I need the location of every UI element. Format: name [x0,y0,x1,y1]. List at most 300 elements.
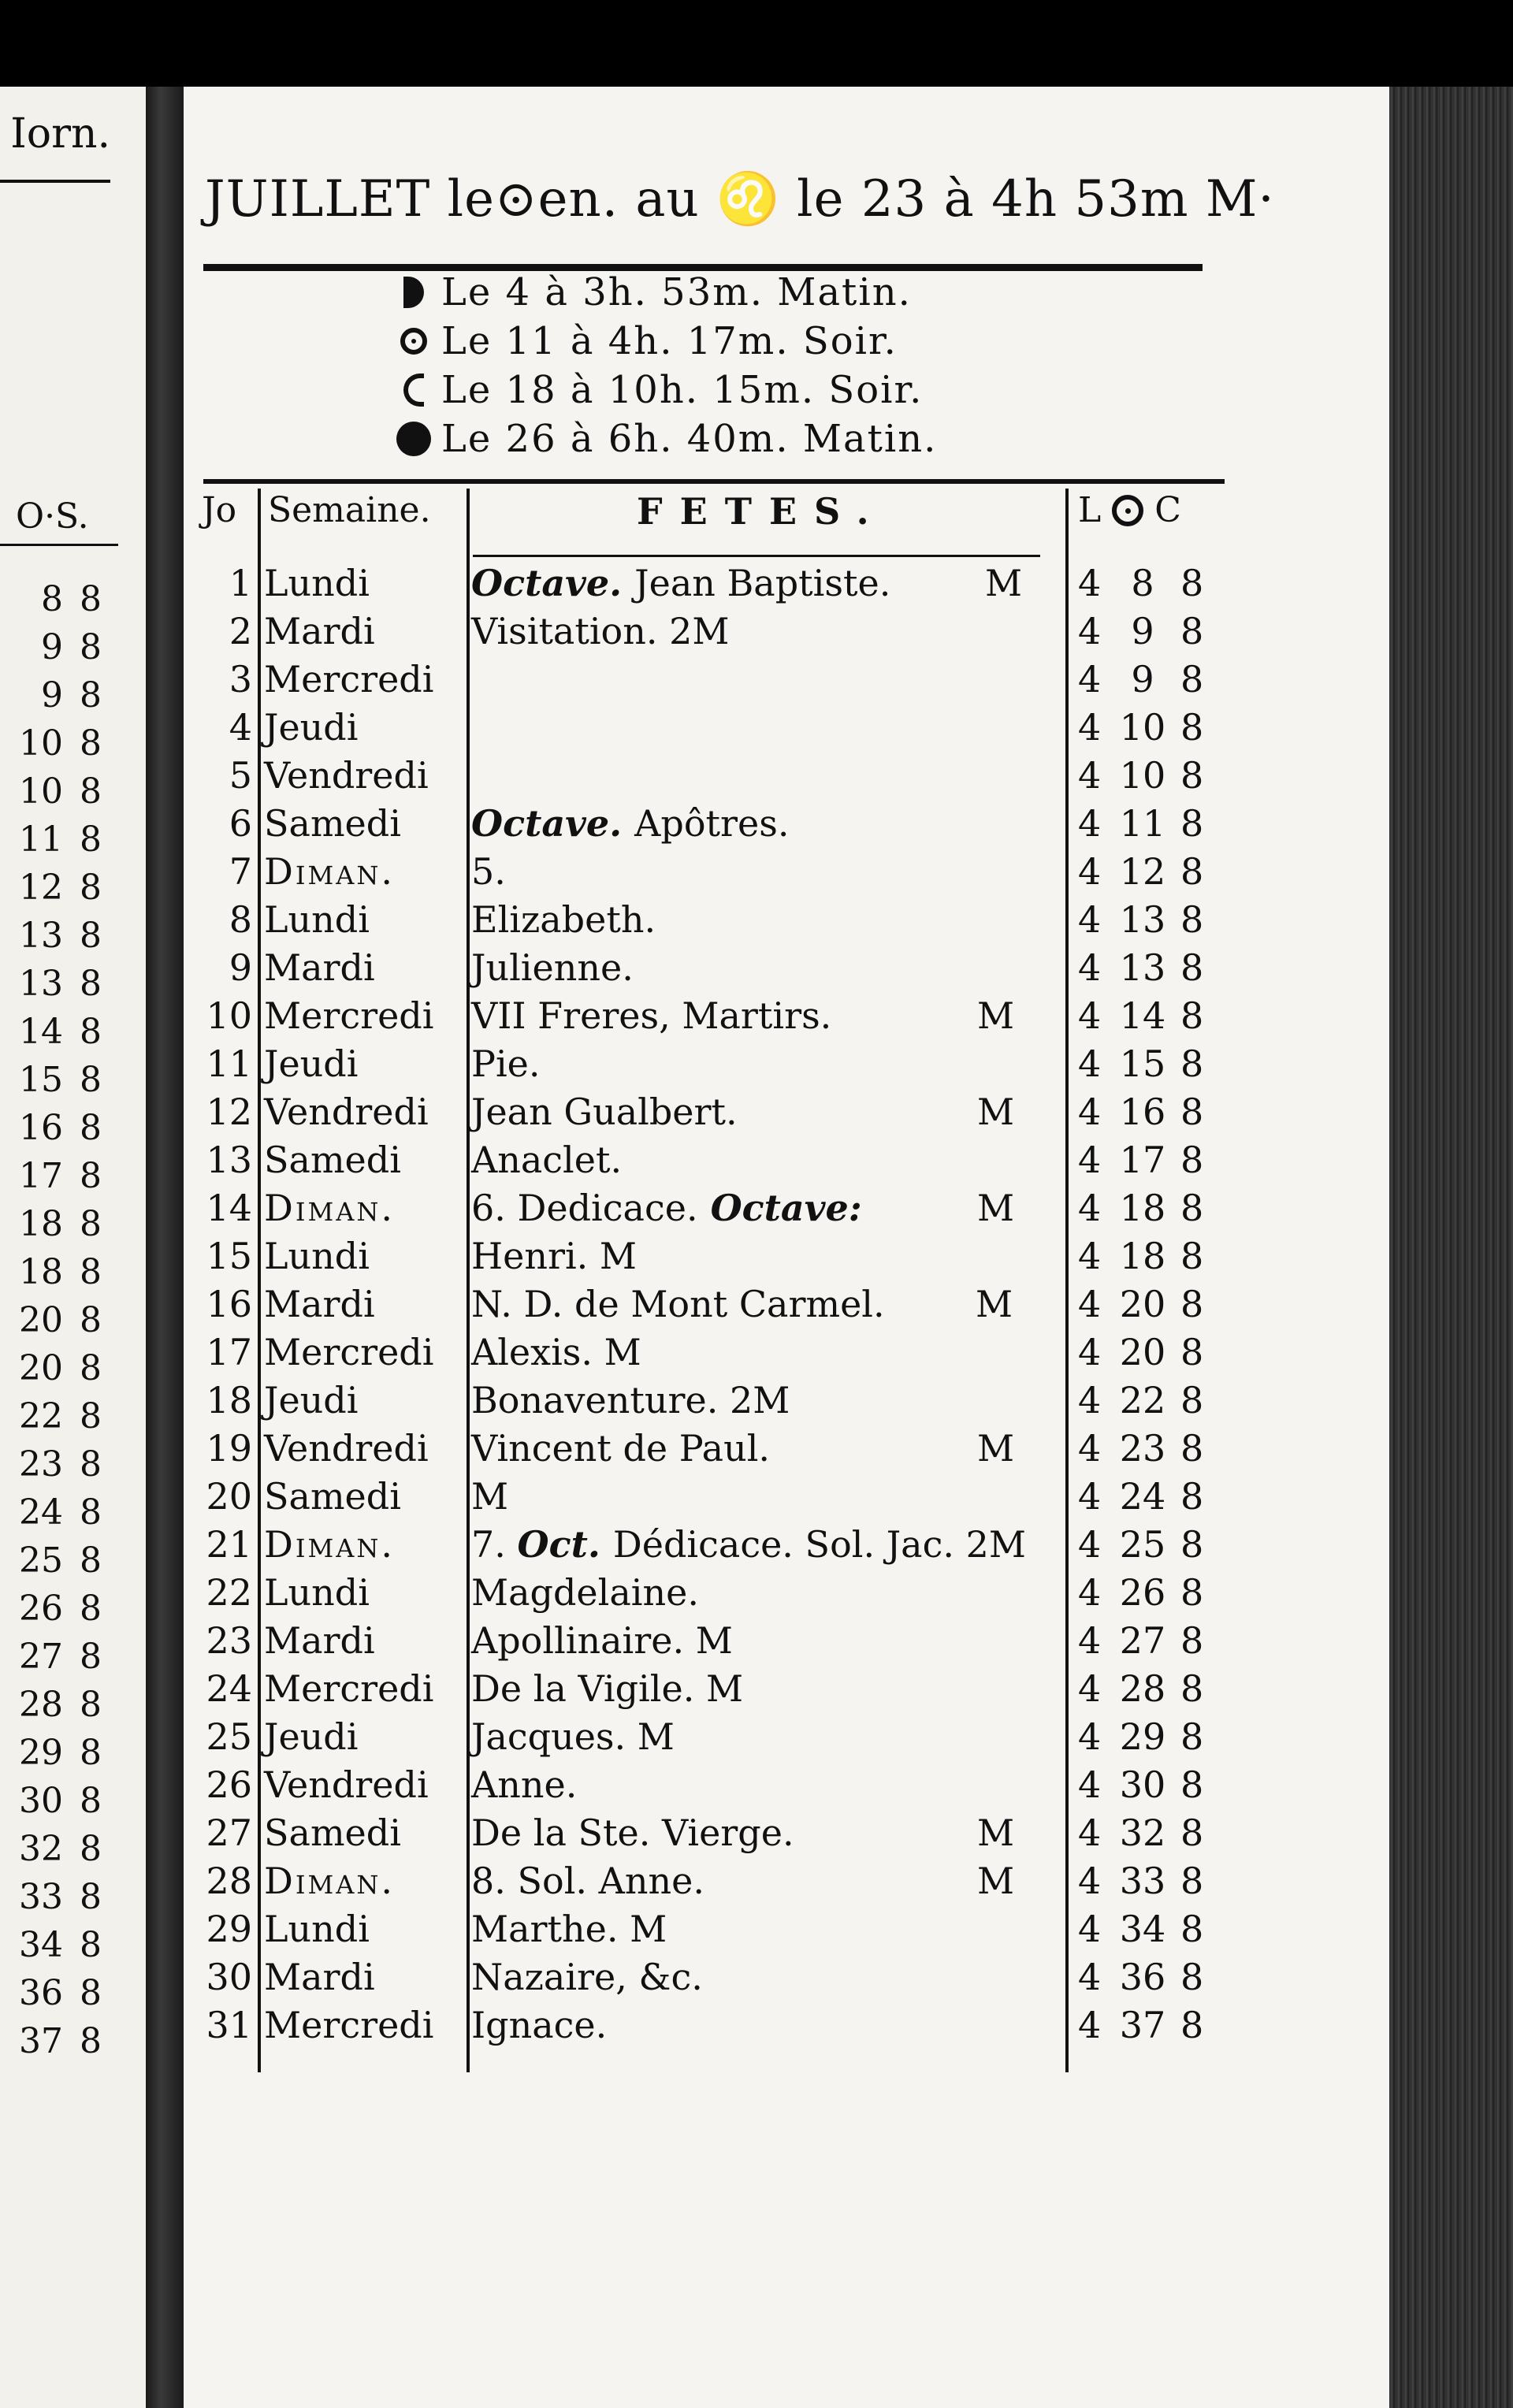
table-row [189,1088,1229,1136]
day-number: 31 [206,2004,252,2046]
previous-page-row [0,1440,126,1488]
day-number: 1 [229,562,252,604]
loc-o-value: 12 [1119,850,1166,893]
previous-page-value: 17 [19,1156,63,1196]
loc-o-value: 36 [1119,1956,1166,1998]
loc-o-value: 14 [1119,994,1166,1037]
previous-page-value: 8 [80,1156,102,1196]
mass-marker: M [977,1091,1015,1133]
moon-phases [386,268,1095,463]
table-row [189,1136,1229,1184]
loc-l-value: 4 [1078,1379,1102,1421]
first-quarter-moon-icon [403,277,424,308]
month-name: JUILLET [205,170,431,229]
mass-marker: M [977,1427,1015,1470]
feast-italic: Octave. [471,562,635,604]
loc-l-value: 4 [1078,1812,1102,1854]
previous-page-row [0,816,126,864]
loc-l-header: L [1078,490,1102,530]
previous-page-row [0,1969,126,2017]
loc-l-value: 4 [1078,1571,1102,1614]
feast-text: De la Ste. Vierge. [471,1812,794,1854]
table-row [189,1473,1229,1521]
loc-l-value: 4 [1078,1283,1102,1325]
table-row [189,608,1229,656]
loc-c-value: 8 [1180,1331,1204,1373]
loc-l-value: 4 [1078,706,1102,749]
previous-page-value: 26 [19,1589,63,1629]
weekday: Vendredi [264,1763,429,1806]
previous-page-value: 8 [80,1925,102,1965]
weekday: Mercredi [264,1667,434,1710]
previous-page-row [0,864,126,912]
feast-text: Alexis. M [471,1331,641,1373]
loc-o-value: 23 [1119,1427,1166,1470]
loc-o-value: 17 [1119,1139,1166,1181]
table-row [189,1761,1229,1809]
day-number: 18 [206,1379,252,1421]
previous-page-value: 24 [19,1492,63,1533]
table-row [189,800,1229,848]
weekday: Mardi [264,946,375,989]
previous-page-value: 27 [19,1637,63,1677]
previous-page-row [0,1056,126,1104]
loc-c-value: 8 [1180,2004,1204,2046]
previous-page-value: 13 [19,964,63,1004]
previous-page-row [0,1585,126,1633]
loc-c-value: 8 [1180,754,1204,797]
mass-marker: M [976,1283,1013,1325]
day-number: 20 [206,1475,252,1518]
previous-page-value: 28 [19,1685,63,1725]
weekday: Vendredi [264,1091,429,1133]
loc-l-value: 4 [1078,1908,1102,1950]
previous-page-value: 16 [19,1108,63,1148]
weekday: Jeudi [264,1715,359,1758]
previous-page-row [0,1488,126,1537]
previous-page-value: 8 [80,771,102,812]
feast-text: Vincent de Paul. [471,1427,771,1470]
previous-page-value: 10 [19,771,63,812]
table-top-rule [203,479,1225,484]
feast-italic: Octave. [471,802,635,845]
previous-page-value: 18 [19,1252,63,1292]
previous-page-header: Iorn. [10,110,110,158]
table-row [189,1713,1229,1761]
feast-italic: Octave: [697,1187,862,1229]
mass-marker: M [985,562,1023,604]
loc-l-value: 4 [1078,802,1102,845]
loc-l-value: 4 [1078,610,1102,652]
table-row [189,704,1229,752]
previous-page-value: 8 [41,579,63,619]
previous-page-value: 33 [19,1877,63,1917]
feast-text: Anaclet. [471,1139,623,1181]
day-number: 5 [229,754,252,797]
day-number: 13 [206,1139,252,1181]
table-row [189,559,1229,608]
loc-c-value: 8 [1180,1619,1204,1662]
previous-page-value: 13 [19,916,63,956]
book-gutter [146,87,184,2408]
table-row [189,2001,1229,2049]
previous-page-row [0,1152,126,1200]
feast-text: Ignace. [471,2004,608,2046]
sun-icon: ⊙ [494,170,538,229]
day-number: 26 [206,1763,252,1806]
loc-o-value: 28 [1119,1667,1166,1710]
loc-l-value: 4 [1078,994,1102,1037]
previous-page-row [0,671,126,719]
previous-page-row [0,719,126,767]
sun-icon [1112,495,1143,526]
loc-c-value: 8 [1180,1187,1204,1229]
loc-c-value: 8 [1180,1812,1204,1854]
table-row [189,656,1229,704]
previous-page-row [0,960,126,1008]
feast-text: Anne. [471,1763,578,1806]
previous-page-value: 23 [19,1444,63,1485]
previous-page-value: 8 [80,1012,102,1052]
weekday: Lundi [264,1571,370,1614]
previous-page-value: 8 [80,868,102,908]
weekday: Jeudi [264,1379,359,1421]
table-row [189,1232,1229,1280]
day-number: 12 [206,1091,252,1133]
weekday: Samedi [264,1812,401,1854]
day-number: 10 [206,994,252,1037]
loc-c-header: C [1154,490,1181,530]
loc-l-value: 4 [1078,1763,1102,1806]
calendar-rows [189,559,1229,2049]
loc-o-value: 16 [1119,1091,1166,1133]
previous-page-value: 8 [80,1829,102,1869]
table-row [189,992,1229,1040]
loc-l-value: 4 [1078,1860,1102,1902]
loc-o-value: 29 [1119,1715,1166,1758]
loc-l-value: 4 [1078,1475,1102,1518]
leo-sign-icon: ♌ [716,170,780,229]
loc-o-value: 11 [1119,802,1166,845]
previous-page-value: 8 [80,916,102,956]
table-row [189,1617,1229,1665]
loc-l-value: 4 [1078,1619,1102,1662]
previous-page-value: 18 [19,1204,63,1244]
previous-page-value: 8 [80,1300,102,1340]
mass-marker: M [977,994,1015,1037]
previous-page-rule [0,180,110,183]
previous-page-value: 8 [80,1492,102,1533]
previous-page-row [0,1392,126,1440]
previous-page-row [0,1921,126,1969]
previous-page-column-header: O·S. [16,496,89,537]
weekday: Mardi [264,1956,375,1998]
loc-c-value: 8 [1180,1379,1204,1421]
previous-page-value: 8 [80,964,102,1004]
weekday: Mardi [264,1619,375,1662]
previous-page-row [0,1633,126,1681]
mass-marker: M [977,1812,1015,1854]
previous-page-value: 8 [80,1108,102,1148]
day-number: 9 [229,946,252,989]
loc-l-value: 4 [1078,1187,1102,1229]
loc-o-value: 13 [1119,946,1166,989]
table-row [189,1665,1229,1713]
feast-text: 6. Dedicace. [471,1187,698,1229]
loc-c-value: 8 [1180,1667,1204,1710]
loc-o-value: 20 [1119,1283,1166,1325]
previous-page-value: 8 [80,1540,102,1581]
weekday: Samedi [264,1475,401,1518]
previous-page-value: 8 [80,2021,102,2061]
loc-o-value: 34 [1119,1908,1166,1950]
previous-page-value: 11 [19,819,63,860]
table-row [189,1569,1229,1617]
loc-c-value: 8 [1180,610,1204,652]
last-quarter-moon-icon [403,373,424,407]
fetes-column-header: FETES. [637,490,887,533]
loc-c-value: 8 [1180,1763,1204,1806]
loc-l-value: 4 [1078,562,1102,604]
loc-l-value: 4 [1078,1331,1102,1373]
loc-c-value: 8 [1180,562,1204,604]
weekday: Mercredi [264,1331,434,1373]
phase-row [386,317,1095,366]
table-row [189,944,1229,992]
day-number: 22 [206,1571,252,1614]
day-number: 16 [206,1283,252,1325]
weekday: Vendredi [264,754,429,797]
loc-c-value: 8 [1180,1571,1204,1614]
table-row [189,1184,1229,1232]
day-number: 4 [229,706,252,749]
weekday: Mardi [264,1283,375,1325]
fetes-header-rule [473,555,1040,557]
loc-o-value: 18 [1119,1235,1166,1277]
previous-page-row [0,912,126,960]
weekday: Lundi [264,898,370,941]
previous-page-column-rule [0,544,118,546]
feast-text: 5. [471,850,506,893]
loc-l-value: 4 [1078,1042,1102,1085]
loc-o-value: 22 [1119,1379,1166,1421]
previous-page-value: 8 [80,1589,102,1629]
loc-l-value: 4 [1078,2004,1102,2046]
previous-page-value: 8 [80,1733,102,1773]
feast-text: Marthe. M [471,1908,667,1950]
day-number: 3 [229,658,252,700]
previous-page-value: 8 [80,1781,102,1821]
loc-o-value: 27 [1119,1619,1166,1662]
previous-page-row [0,1344,126,1392]
loc-l-value: 4 [1078,1139,1102,1181]
loc-l-value: 4 [1078,1667,1102,1710]
jo-column-header: Jo [202,490,237,530]
table-row [189,1280,1229,1328]
day-number: 11 [206,1042,252,1085]
previous-page-value: 8 [80,627,102,667]
feast-text: VII Freres, Martirs. [471,994,832,1037]
previous-page-row [0,623,126,671]
previous-page-value: 22 [19,1396,63,1436]
table-row [189,1425,1229,1473]
loc-c-value: 8 [1180,658,1204,700]
previous-page-row [0,1729,126,1777]
loc-c-value: 8 [1180,706,1204,749]
feast-text: M [471,1475,509,1518]
previous-page-value: 20 [19,1348,63,1388]
loc-c-value: 8 [1180,994,1204,1037]
day-number: 2 [229,610,252,652]
previous-page-value: 20 [19,1300,63,1340]
loc-l-value: 4 [1078,1715,1102,1758]
weekday: Mardi [264,610,375,652]
previous-page-value: 8 [80,1060,102,1100]
new-moon-icon [396,422,431,456]
loc-l-value: 4 [1078,754,1102,797]
loc-c-value: 8 [1180,898,1204,941]
loc-o-value: 9 [1131,610,1154,652]
day-number: 21 [206,1523,252,1566]
table-row [189,1377,1229,1425]
phase-text: Le 18 à 10h. 15m. Soir. [441,368,924,412]
loc-c-value: 8 [1180,1091,1204,1133]
loc-l-value: 4 [1078,850,1102,893]
previous-page-value: 12 [19,868,63,908]
previous-page-row [0,1777,126,1825]
table-row [189,896,1229,944]
table-row [189,1040,1229,1088]
previous-page-value: 8 [80,1685,102,1725]
loc-l-value: 4 [1078,1427,1102,1470]
loc-l-value: 4 [1078,1235,1102,1277]
day-number: 8 [229,898,252,941]
feast-text: Dédicace. Sol. Jac. 2M [612,1523,1026,1566]
day-number: 27 [206,1812,252,1854]
previous-page-rows [0,575,126,2065]
day-number: 29 [206,1908,252,1950]
previous-page-value: 9 [41,675,63,715]
loc-o-value: 24 [1119,1475,1166,1518]
feast-text: Pie. [471,1042,541,1085]
previous-page-row [0,2017,126,2065]
day-number: 7 [229,850,252,893]
loc-o-value: 10 [1119,754,1166,797]
weekday: Lundi [264,1235,370,1277]
previous-page-row [0,1825,126,1873]
feast-italic: Oct. [517,1523,613,1566]
feast-text: Jacques. M [471,1715,675,1758]
feast-text: 8. Sol. Anne. [471,1860,704,1902]
weekday: Diman. [264,1187,396,1229]
feast-text: Visitation. 2M [471,610,730,652]
feast-text: Apollinaire. M [471,1619,733,1662]
previous-page-row [0,1008,126,1056]
title-part-3: le 23 à 4h 53m M· [797,170,1275,229]
table-row [189,1857,1229,1905]
previous-page-value: 8 [80,1877,102,1917]
previous-page-value: 8 [80,579,102,619]
previous-page-row [0,575,126,623]
page-edges [1389,87,1513,2408]
loc-c-value: 8 [1180,1715,1204,1758]
loc-c-value: 8 [1180,1475,1204,1518]
semaine-column-header: Semaine. [268,490,431,530]
day-number: 30 [206,1956,252,1998]
phase-text: Le 11 à 4h. 17m. Soir. [441,319,898,363]
previous-page-row [0,1296,126,1344]
day-number: 17 [206,1331,252,1373]
previous-page-value: 8 [80,1444,102,1485]
previous-page-value: 8 [80,1637,102,1677]
title-part-1: le [447,170,495,229]
day-number: 15 [206,1235,252,1277]
previous-page-value: 8 [80,723,102,764]
loc-c-value: 8 [1180,1042,1204,1085]
mass-marker: M [977,1187,1015,1229]
table-row [189,848,1229,896]
loc-l-value: 4 [1078,1956,1102,1998]
table-row [189,1953,1229,2001]
loc-c-value: 8 [1180,1427,1204,1470]
previous-page-value: 15 [19,1060,63,1100]
phase-row [386,366,1095,414]
loc-c-value: 8 [1180,946,1204,989]
loc-c-value: 8 [1180,1235,1204,1277]
feast-text: Elizabeth. [471,898,656,941]
weekday: Diman. [264,1860,396,1902]
feast-text: Magdelaine. [471,1571,699,1614]
loc-c-value: 8 [1180,1523,1204,1566]
weekday: Mercredi [264,994,434,1037]
day-number: 24 [206,1667,252,1710]
mass-marker: M [977,1860,1015,1902]
table-row [189,752,1229,800]
previous-page-value: 9 [41,627,63,667]
loc-o-value: 10 [1119,706,1166,749]
loc-o-value: 30 [1119,1763,1166,1806]
table-row [189,1328,1229,1377]
feast-text: De la Vigile. M [471,1667,744,1710]
previous-page-value: 30 [19,1781,63,1821]
loc-o-value: 18 [1119,1187,1166,1229]
previous-page-row [0,1200,126,1248]
weekday: Lundi [264,1908,370,1950]
previous-page-value: 10 [19,723,63,764]
day-number: 23 [206,1619,252,1662]
loc-l-value: 4 [1078,898,1102,941]
weekday: Diman. [264,850,396,893]
previous-page-value: 8 [80,819,102,860]
title-part-2: en. au [537,170,700,229]
weekday: Samedi [264,1139,401,1181]
day-number: 28 [206,1860,252,1902]
loc-c-value: 8 [1180,850,1204,893]
feast-text: Jean Gualbert. [471,1091,738,1133]
weekday: Mercredi [264,658,434,700]
previous-page-value: 8 [80,675,102,715]
previous-page-row [0,1873,126,1921]
feast-prefix: 7. [471,1523,518,1566]
phase-text: Le 26 à 6h. 40m. Matin. [441,417,938,461]
loc-c-value: 8 [1180,802,1204,845]
weekday: Samedi [264,802,401,845]
feast-text: Henri. M [471,1235,638,1277]
loc-c-value: 8 [1180,1139,1204,1181]
feast-text: Nazaire, &c. [471,1956,703,1998]
loc-o-value: 13 [1119,898,1166,941]
previous-page-row [0,767,126,816]
